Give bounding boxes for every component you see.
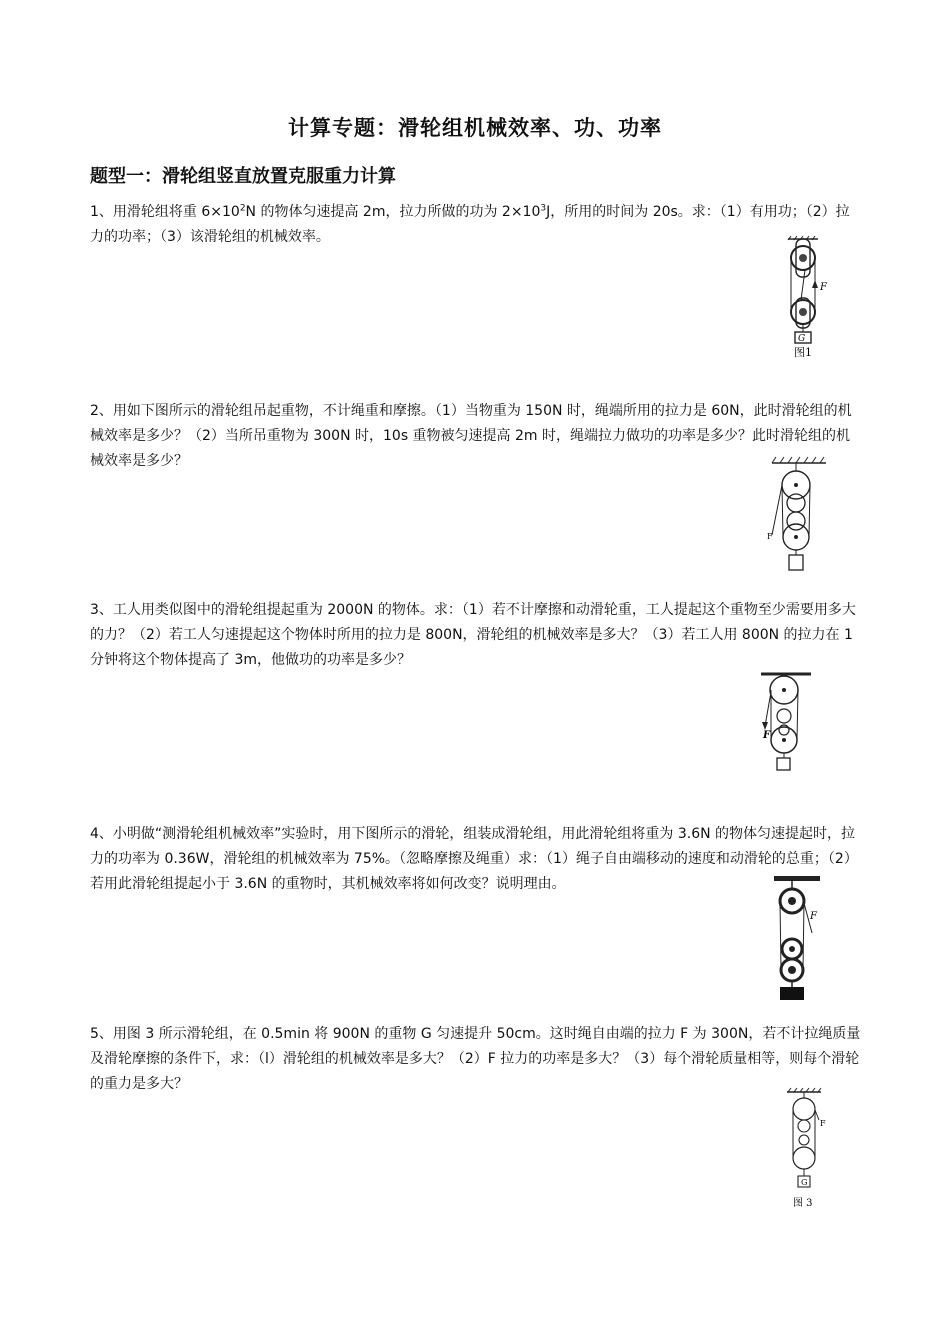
question-1-exponent-b: 3 [540,203,547,214]
figure-2-pulley [762,457,837,575]
figure-5-force-label: F [820,1119,826,1128]
figure-1-pulley-drawing [785,236,830,361]
figure-4-force-label: F [810,911,817,922]
page-title: 计算专题：滑轮组机械效率、功、功率 [288,116,662,140]
figure-5-pulley [783,1088,833,1213]
figure-3-pulley-drawing [757,670,817,772]
question-5: 5、用图 3 所示滑轮组，在 0.5min 将 900N 的重物 G 匀速提升 50cm。这时绳自由端的拉力 F 为 300N，若不计拉绳质量及滑轮摩擦的条件下，求：（l）滑轮组的机械效率是多大？（2）F 拉力的功率是多大？（3）每个滑轮质量相等，则每个滑轮的重力是多大？ [90,1026,861,1092]
figure-3-force-label: F [763,730,771,741]
question-1-text-c: J，所用的时间为 20s。求：（1）有用功；（2）拉力的功率；（3）该滑轮组的机械效率。 [90,204,850,245]
section-heading: 题型一：滑轮组竖直放置克服重力计算 [90,166,396,187]
question-1-exponent-a: 2 [239,203,246,214]
figure-4-pulley [772,875,827,1002]
question-1-text-b: N 的物体匀速提高 2m，拉力所做的功为 2×10 [245,204,541,220]
figure-5-pulley-drawing [783,1088,833,1213]
figure-1-caption: 图1 [794,346,812,359]
figure-5-caption: 图 3 [793,1198,813,1209]
figure-5-load-label: G [801,1178,808,1187]
question-3: 3、工人用类似图中的滑轮组提起重为 2000N 的物体。求：（1）若不计摩擦和动滑轮重，工人提起这个重物至少需要用多大的力？（2）若工人匀速提起这个物体时所用的拉力是 800N，滑轮组的机械效率是多大？（3）若工人用 800N 的拉力在 1 分钟将这个物体提高了 3m，他做功的功率是多少？ [90,602,856,668]
figure-2-force-label: F [767,532,773,541]
figure-1-force-label: F [820,282,827,293]
question-4: 4、小明做“测滑轮组机械效率”实验时，用下图所示的滑轮，组装成滑轮组，用此滑轮组将重为 3.6N 的物体匀速提起时，拉力的功率为 0.36W，滑轮组的机械效率为 75%。（忽略摩擦及绳重）求：（1）绳子自由端移动的速度和动滑轮的总重；（2）若用此滑轮组提起小于 3.6N 的重物时，其机械效率将如何改变？说明理由。 [90,826,858,892]
figure-1-pulley [785,236,830,361]
question-1 [90,200,862,250]
figure-4-pulley-drawing [772,875,827,1002]
question-1-text-a: 1、用滑轮组将重 6×10 [90,204,240,220]
question-2: 2、用如下图所示的滑轮组吊起重物，不计绳重和摩擦。（1）当物重为 150N 时，绳端所用的拉力是 60N，此时滑轮组的机械效率是多少？（2）当所吊重物为 300N 时，10s 重物被匀速提高 2m 时，绳端拉力做功的功率是多少？此时滑轮组的机械效率是多少？ [90,403,852,469]
figure-2-pulley-drawing [762,457,837,575]
figure-3-pulley [757,670,817,772]
figure-1-load-label: G [798,334,806,344]
